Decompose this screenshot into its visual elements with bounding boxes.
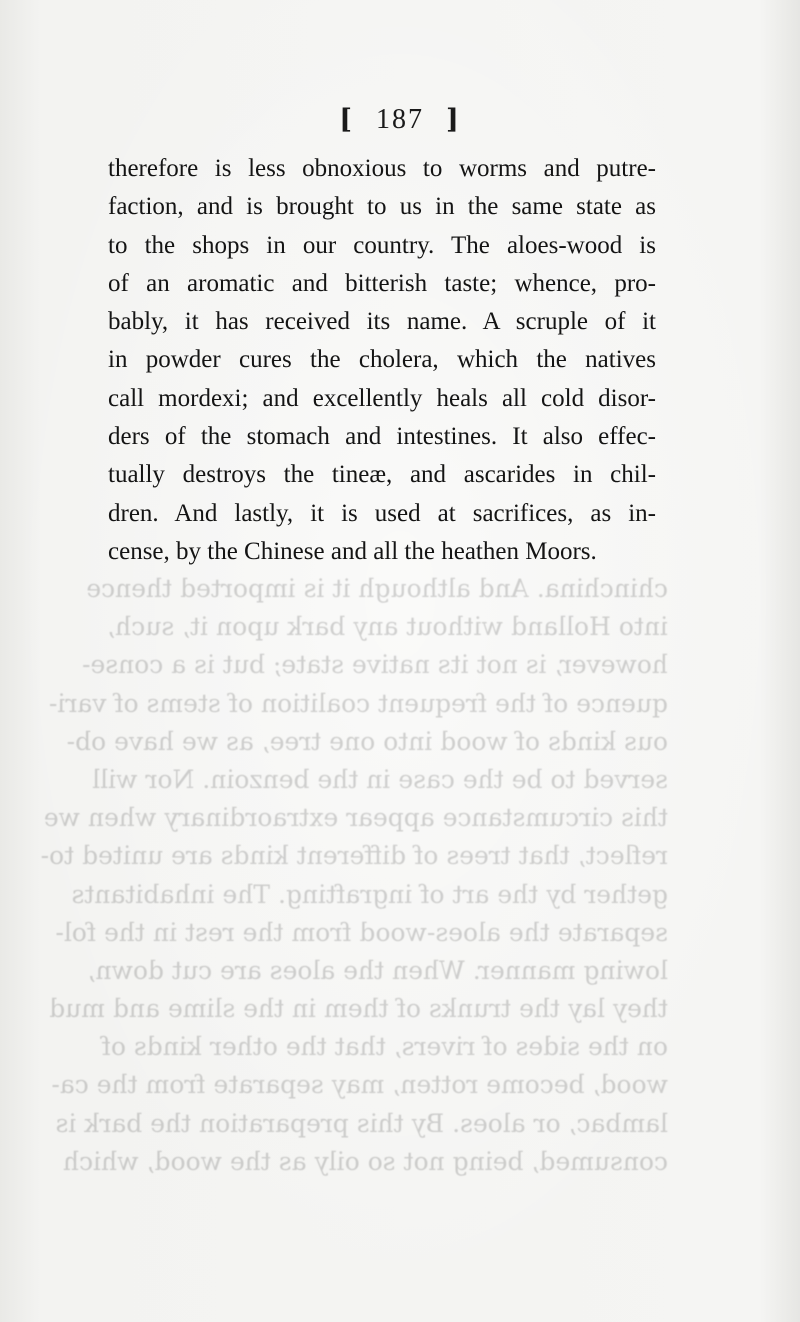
text-line: to the shops in our country. The aloes-wood is	[108, 231, 656, 259]
text-line: tually destroys the tineæ, and ascarides in chil-	[108, 461, 656, 489]
page-number: 187	[376, 104, 424, 135]
text-line: ders of the stomach and intestines. It also effec-	[108, 423, 656, 451]
text-line: therefore is less obnoxious to worms and putre-	[108, 155, 656, 182]
text-line: of an aromatic and bitterish taste; whence, pro-	[108, 269, 656, 297]
text-line: faction, and is brought to us in the same state as	[108, 193, 656, 221]
text-line: bably, it has received its name. A scruple of it	[108, 308, 656, 336]
text-line: cense, by the Chinese and all the heathen Moors.	[108, 537, 597, 565]
text-line: in powder cures the cholera, which the natives	[108, 346, 656, 374]
left-bracket: [	[339, 104, 354, 135]
text-line: dren. And lastly, it is used at sacrifices, as in-	[108, 499, 656, 527]
page-header	[0, 104, 800, 136]
right-bracket: ]	[446, 104, 461, 135]
text-line: call mordexi; and excellently heals all cold disor-	[108, 384, 656, 412]
body-text	[108, 150, 656, 571]
bleed-through-text: chinchina. And although it is imported thence into Holland without any bark upon it, such, however, is not its native state; but is a conse- quence of the frequent coalition of stems of vari- ous kinds of wood into one tree, as we have ob- served to be the case in the benzoin. Nor will this circumstance appear extraordinary when we reflect, that trees of different kinds are united to- gether by the art of ingrafting. The inhabitants separate the aloes-wood from the rest in the fol- lowing manner. When the aloes are cut down, they lay the trunks of them in the slime and mud on the sides of rivers, that the other kinds of wood, become rotten, may separate from the ca- lambac, or aloes. By this preparation the bark is consumed, being not so oily as the wood, which	[40, 574, 668, 1176]
